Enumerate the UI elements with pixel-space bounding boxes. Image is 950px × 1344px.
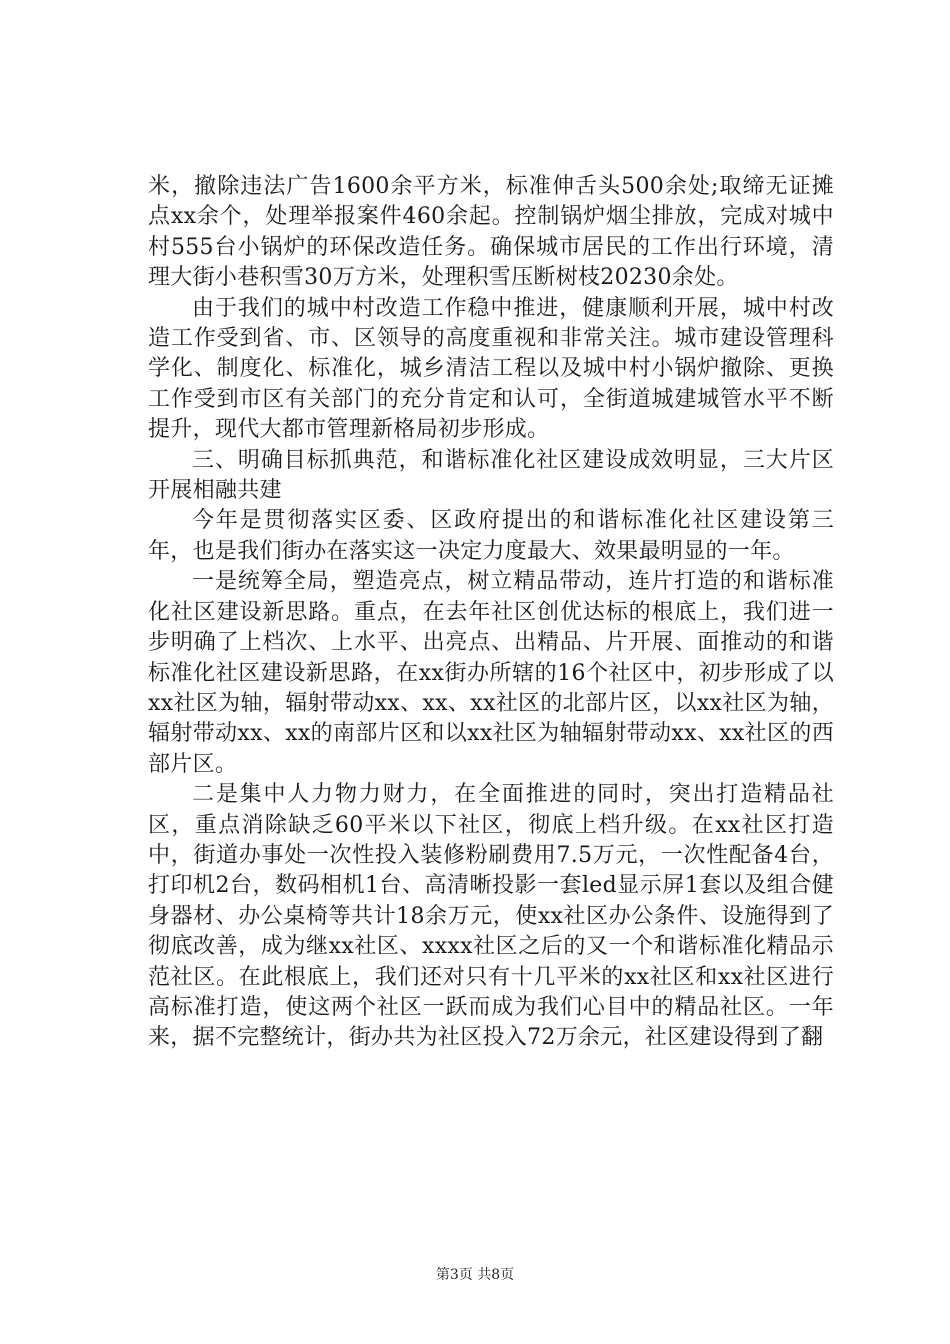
paragraph-4: 一是统筹全局，塑造亮点，树立精品带动，连片打造的和谐标准化社区建设新思路。重点，在去年社区创优达标的根底上，我们进一步明确了上档次、上水平、出亮点、出精品、片开展、面推动的和谐标准化社区建设新思路，在xx街办所辖的16个社区中，初步形成了以xx社区为轴，辐射带动xx、xx、xx社区的北部片区，以xx社区为轴，辐射带动xx、xx的南部片区和以xx社区为轴辐射带动xx、xx社区的西部片区。	[148, 569, 834, 777]
page-footer: 第3页 共8页	[435, 1267, 515, 1283]
paragraph-2: 由于我们的城中村改造工作稳中推进，健康顺利开展，城中村改造工作受到省、市、区领导的高度重视和非常关注。城市建设管理科学化、制度化、标准化，城乡清洁工程以及城中村小锅炉撤除、更换工作受到市区有关部门的充分肯定和认可，全街道城建城管水平不断提升，现代大都市管理新格局初步形成。	[148, 295, 834, 443]
paragraph-3: 今年是贯彻落实区委、区政府提出的和谐标准化社区建设第三年，也是我们街办在落实这一决定力度最大、效果最明显的一年。	[148, 508, 834, 564]
paragraph-5: 二是集中人力物力财力，在全面推进的同时，突出打造精品社区，重点消除缺乏60平米以下社区，彻底上档升级。在xx社区打造中，街道办事处一次性投入装修粉刷费用7.5万元，一次性配备4台，打印机2台，数码相机1台、高清晰投影一套led显示屏1套以及组合健身器材、办公桌椅等共计18余万元，使xx社区办公条件、设施得到了彻底改善，成为继xx社区、xxxx社区之后的又一个和谐标准化精品示范社区。在此根底上，我们还对只有十几平米的xx社区和xx社区进行高标准打造，使这两个社区一跃而成为我们心目中的精品社区。一年来，据不完整统计，街办共为社区投入72万余元，社区建设得到了翻	[148, 782, 834, 1051]
section-heading: 三、明确目标抓典范，和谐标准化社区建设成效明显，三大片区开展相融共建	[148, 447, 834, 504]
document-body	[148, 172, 834, 1054]
paragraph-1: 米，撤除违法广告1600余平方米，标准伸舌头500余处;取缔无证摊点xx余个，处理举报案件460余起。控制锅炉烟尘排放，完成对城中村555台小锅炉的环保改造任务。确保城市居民的工作出行环境，清理大街小巷积雪30万方米，处理积雪压断树枝20230余处。	[148, 174, 834, 291]
